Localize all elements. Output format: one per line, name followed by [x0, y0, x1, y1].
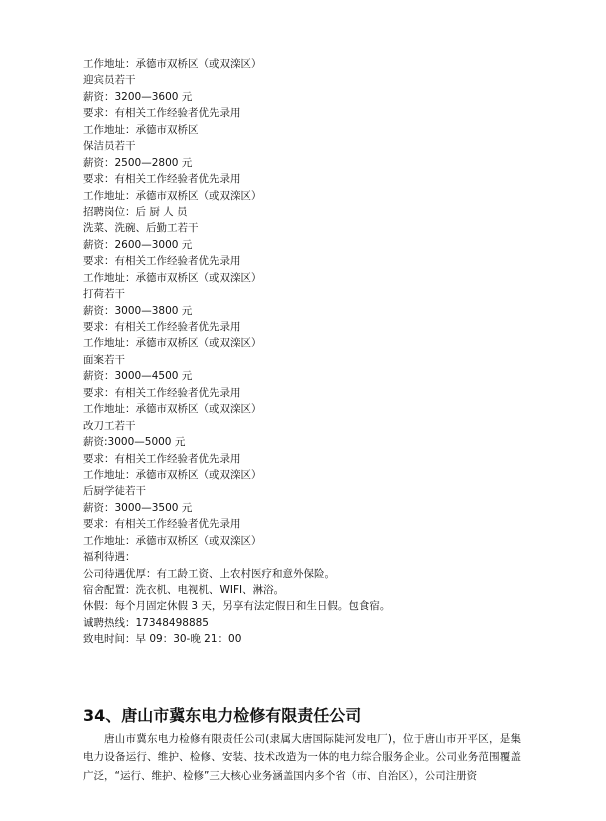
- listing-line: 薪资：3000—3800 元: [83, 304, 193, 317]
- listing-line: 致电时间：早 09：30-晚 21：00: [83, 633, 242, 646]
- listing-line: 诚聘热线：17348498885: [83, 616, 209, 629]
- listing-line: 宿舍配置：洗衣机、电视机、WIFI、淋浴。: [83, 584, 285, 596]
- listing-line: 要求：有相关工作经验者优先录用: [83, 518, 241, 531]
- listing-line: 工作地址：承德市双桥区（或双滦区）: [83, 271, 262, 284]
- listing-line: 福利待遇：: [83, 551, 136, 564]
- listing-line: 要求：有相关工作经验者优先录用: [83, 452, 241, 465]
- listing-line: 工作地址：承德市双桥区（或双滦区）: [83, 337, 262, 350]
- listing-line: 要求：有相关工作经验者优先录用: [83, 386, 241, 399]
- listing-line: 打荷若干: [83, 288, 125, 301]
- listing-line: 改刀工若干: [83, 419, 136, 432]
- listing-line: 薪资：3200—3600 元: [83, 90, 193, 103]
- listing-line: 薪资:3000—5000 元: [83, 436, 186, 449]
- listing-line: 工作地址：承德市双桥区（或双滦区）: [83, 403, 262, 416]
- listing-line: 后厨学徒若干: [83, 485, 146, 498]
- listing-line: 要求：有相关工作经验者优先录用: [83, 255, 241, 268]
- listing-line: 工作地址：承德市双桥区（或双滦区）: [83, 534, 262, 547]
- listing-line: 工作地址：承德市双桥区: [83, 123, 199, 136]
- listing-line: 薪资：2500—2800 元: [83, 156, 193, 169]
- listing-line: 迎宾员若干: [83, 74, 136, 87]
- company-heading: 34、唐山市冀东电力检修有限责任公司: [83, 706, 362, 725]
- job-listing: [83, 56, 390, 648]
- listing-line: 招聘岗位：后 厨 人 员: [83, 205, 188, 218]
- listing-line: 工作地址：承德市双桥区（或双滦区）: [83, 189, 262, 202]
- listing-line: 休假：每个月固定休假 3 天，另享有法定假日和生日假。包食宿。: [83, 600, 391, 613]
- company-intro: 唐山市冀东电力检修有限责任公司(隶属大唐国际陡河发电厂)，位于唐山市开平区，是集电力设备运行、维护、检修、安装、技术改造为一体的电力综合服务企业。公司业务范围覆盖广泛，“运行、维护、检修”三大核心业务涵盖国内多个省（市、自治区），公司注册资: [83, 733, 521, 782]
- listing-line: 薪资：3000—3500 元: [83, 501, 193, 514]
- listing-line: 工作地址：承德市双桥区（或双滦区）: [83, 58, 262, 70]
- listing-line: 工作地址：承德市双桥区（或双滦区）: [83, 468, 262, 481]
- listing-line: 面案若干: [83, 353, 125, 366]
- listing-line: 要求：有相关工作经验者优先录用: [83, 321, 241, 333]
- listing-line: 薪资：2600—3000 元: [83, 238, 193, 251]
- listing-line: 要求：有相关工作经验者优先录用: [83, 173, 241, 186]
- listing-line: 保洁员若干: [83, 140, 136, 153]
- listing-line: 洗菜、洗碗、后勤工若干: [83, 222, 199, 235]
- listing-line: 要求：有相关工作经验者优先录用: [83, 107, 241, 120]
- listing-line: 薪资：3000—4500 元: [83, 370, 193, 383]
- listing-line: 公司待遇优厚：有工龄工资、上农村医疗和意外保险。: [83, 567, 335, 580]
